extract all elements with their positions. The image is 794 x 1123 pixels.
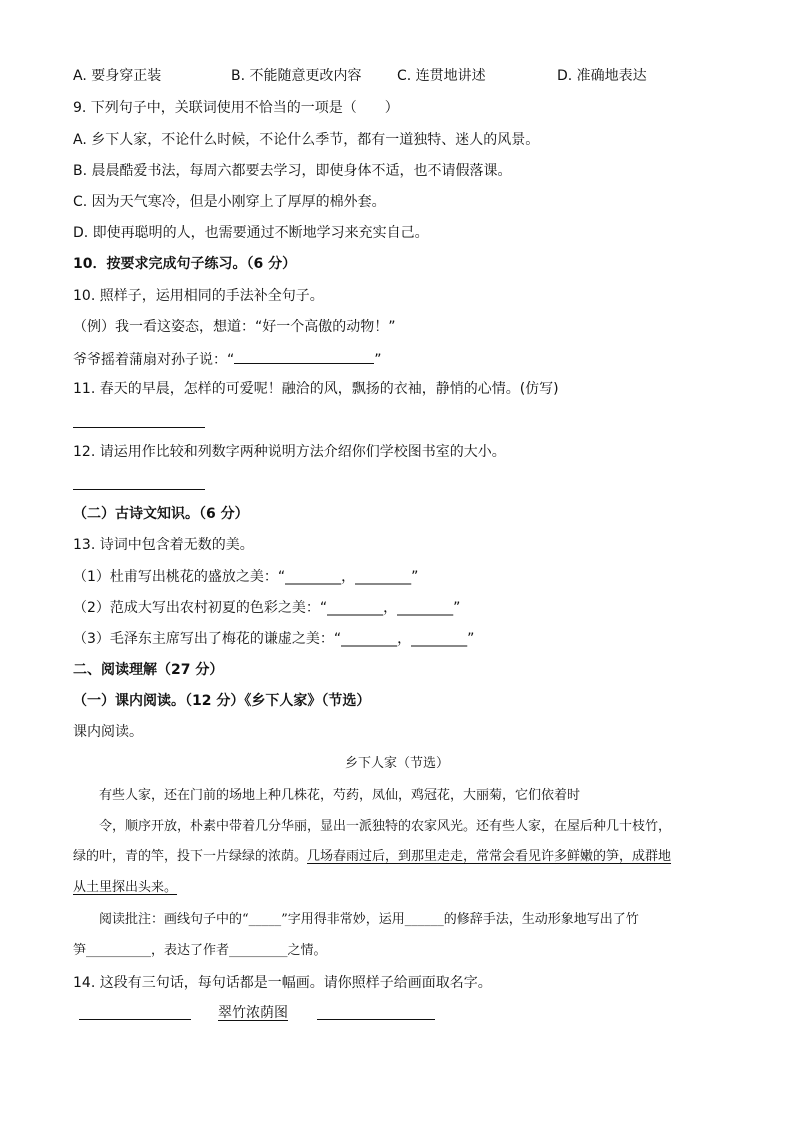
q8-option-a: A. 要身穿正装: [73, 68, 162, 84]
passage-underlined-sentence: 几场春雨过后，到那里走走，常常会看见许多鲜嫩的笋，成群地: [307, 849, 672, 864]
q10-answer-blank[interactable]: [234, 349, 374, 364]
q8-option-d: D. 准确地表达: [557, 68, 647, 84]
passage-line-2: 令，顺序开放，朴素中带着几分华丽，显出一派独特的农家风光。还有些人家，在屋后种几十枝竹，: [99, 819, 672, 834]
q10-prompt-left: 爷爷摇着蒲扇对孙子说：“: [73, 352, 235, 368]
passage-title: 乡下人家（节选）: [344, 756, 449, 771]
q14-answer-line-2[interactable]: [317, 1019, 435, 1020]
passage-line-1: 有些人家，还在门前的场地上种几株花，芍药，凤仙，鸡冠花，大丽菊，它们依着时: [99, 788, 581, 803]
q12-answer-line[interactable]: [73, 489, 205, 490]
passage-line-3-plain: 绿的叶，青的竿，投下一片绿绿的浓荫。: [73, 849, 308, 864]
q13-stem: 13. 诗词中包含着无数的美。: [73, 537, 254, 553]
q14-stem: 14. 这段有三句话，每句话都是一幅画。请你照样子给画面取名字。: [73, 975, 492, 991]
passage-line-3: [73, 848, 671, 866]
q10-example: （例）我一看这姿态，想道：“好一个高傲的动物！”: [73, 319, 396, 335]
q9-stem: 9. 下列句子中，关联词使用不恰当的一项是（ ）: [73, 100, 399, 116]
q10-prompt: [73, 349, 382, 369]
passage-line-4-underlined: 从土里探出头来。: [73, 880, 178, 895]
q13-item-2: （2）范成大写出农村初夏的色彩之美：“________，________”: [73, 600, 461, 616]
reading-note-line-1: 阅读批注：画线句子中的“_____”字用得非常妙，运用______的修辞手法，生动形象地写出了竹: [99, 912, 639, 927]
part2-sub-heading: （一）课内阅读。（12 分）《乡下人家》（节选）: [73, 693, 371, 709]
poetry-section-heading: （二）古诗文知识。（6 分）: [73, 506, 249, 522]
q11-text: 11. 春天的早晨，怎样的可爱呢！融洽的风，飘扬的衣袖，静悄的心情。(仿写): [73, 381, 559, 397]
q8-option-c: C. 连贯地讲述: [397, 68, 486, 84]
q12-text: 12. 请运用作比较和列数字两种说明方法介绍你们学校图书室的大小。: [73, 444, 506, 460]
q13-item-3: （3）毛泽东主席写出了梅花的谦虚之美：“________，________”: [73, 631, 475, 647]
part2-heading: 二、阅读理解（27 分）: [73, 662, 224, 678]
q14-answer-line-1[interactable]: [79, 1019, 191, 1020]
q9-option-c: C. 因为天气寒冷，但是小刚穿上了厚厚的棉外套。: [73, 194, 386, 210]
q9-option-a: A. 乡下人家，不论什么时候，不论什么季节，都有一道独特、迷人的风景。: [73, 132, 540, 148]
q10-prompt-right: ”: [374, 352, 382, 368]
q8-option-b: B. 不能随意更改内容: [231, 68, 362, 84]
q9-option-d: D. 即使再聪明的人，也需要通过不断地学习来充实自己。: [73, 225, 429, 241]
section-10-heading: 10．按要求完成句子练习。（6 分）: [73, 256, 297, 272]
reading-note-line-2: 笋__________，表达了作者_________之情。: [73, 943, 327, 958]
q13-item-1: （1）杜甫写出桃花的盛放之美：“________，________”: [73, 569, 419, 585]
q11-answer-line[interactable]: [73, 427, 205, 428]
q9-option-b: B. 晨晨酷爱书法，每周六都要去学习，即使身体不适，也不请假落课。: [73, 163, 512, 179]
part2-intro: 课内阅读。: [73, 724, 143, 740]
q14-example-name: 翠竹浓荫图: [218, 1005, 288, 1021]
q10-stem: 10. 照样子，运用相同的手法补全句子。: [73, 288, 324, 304]
